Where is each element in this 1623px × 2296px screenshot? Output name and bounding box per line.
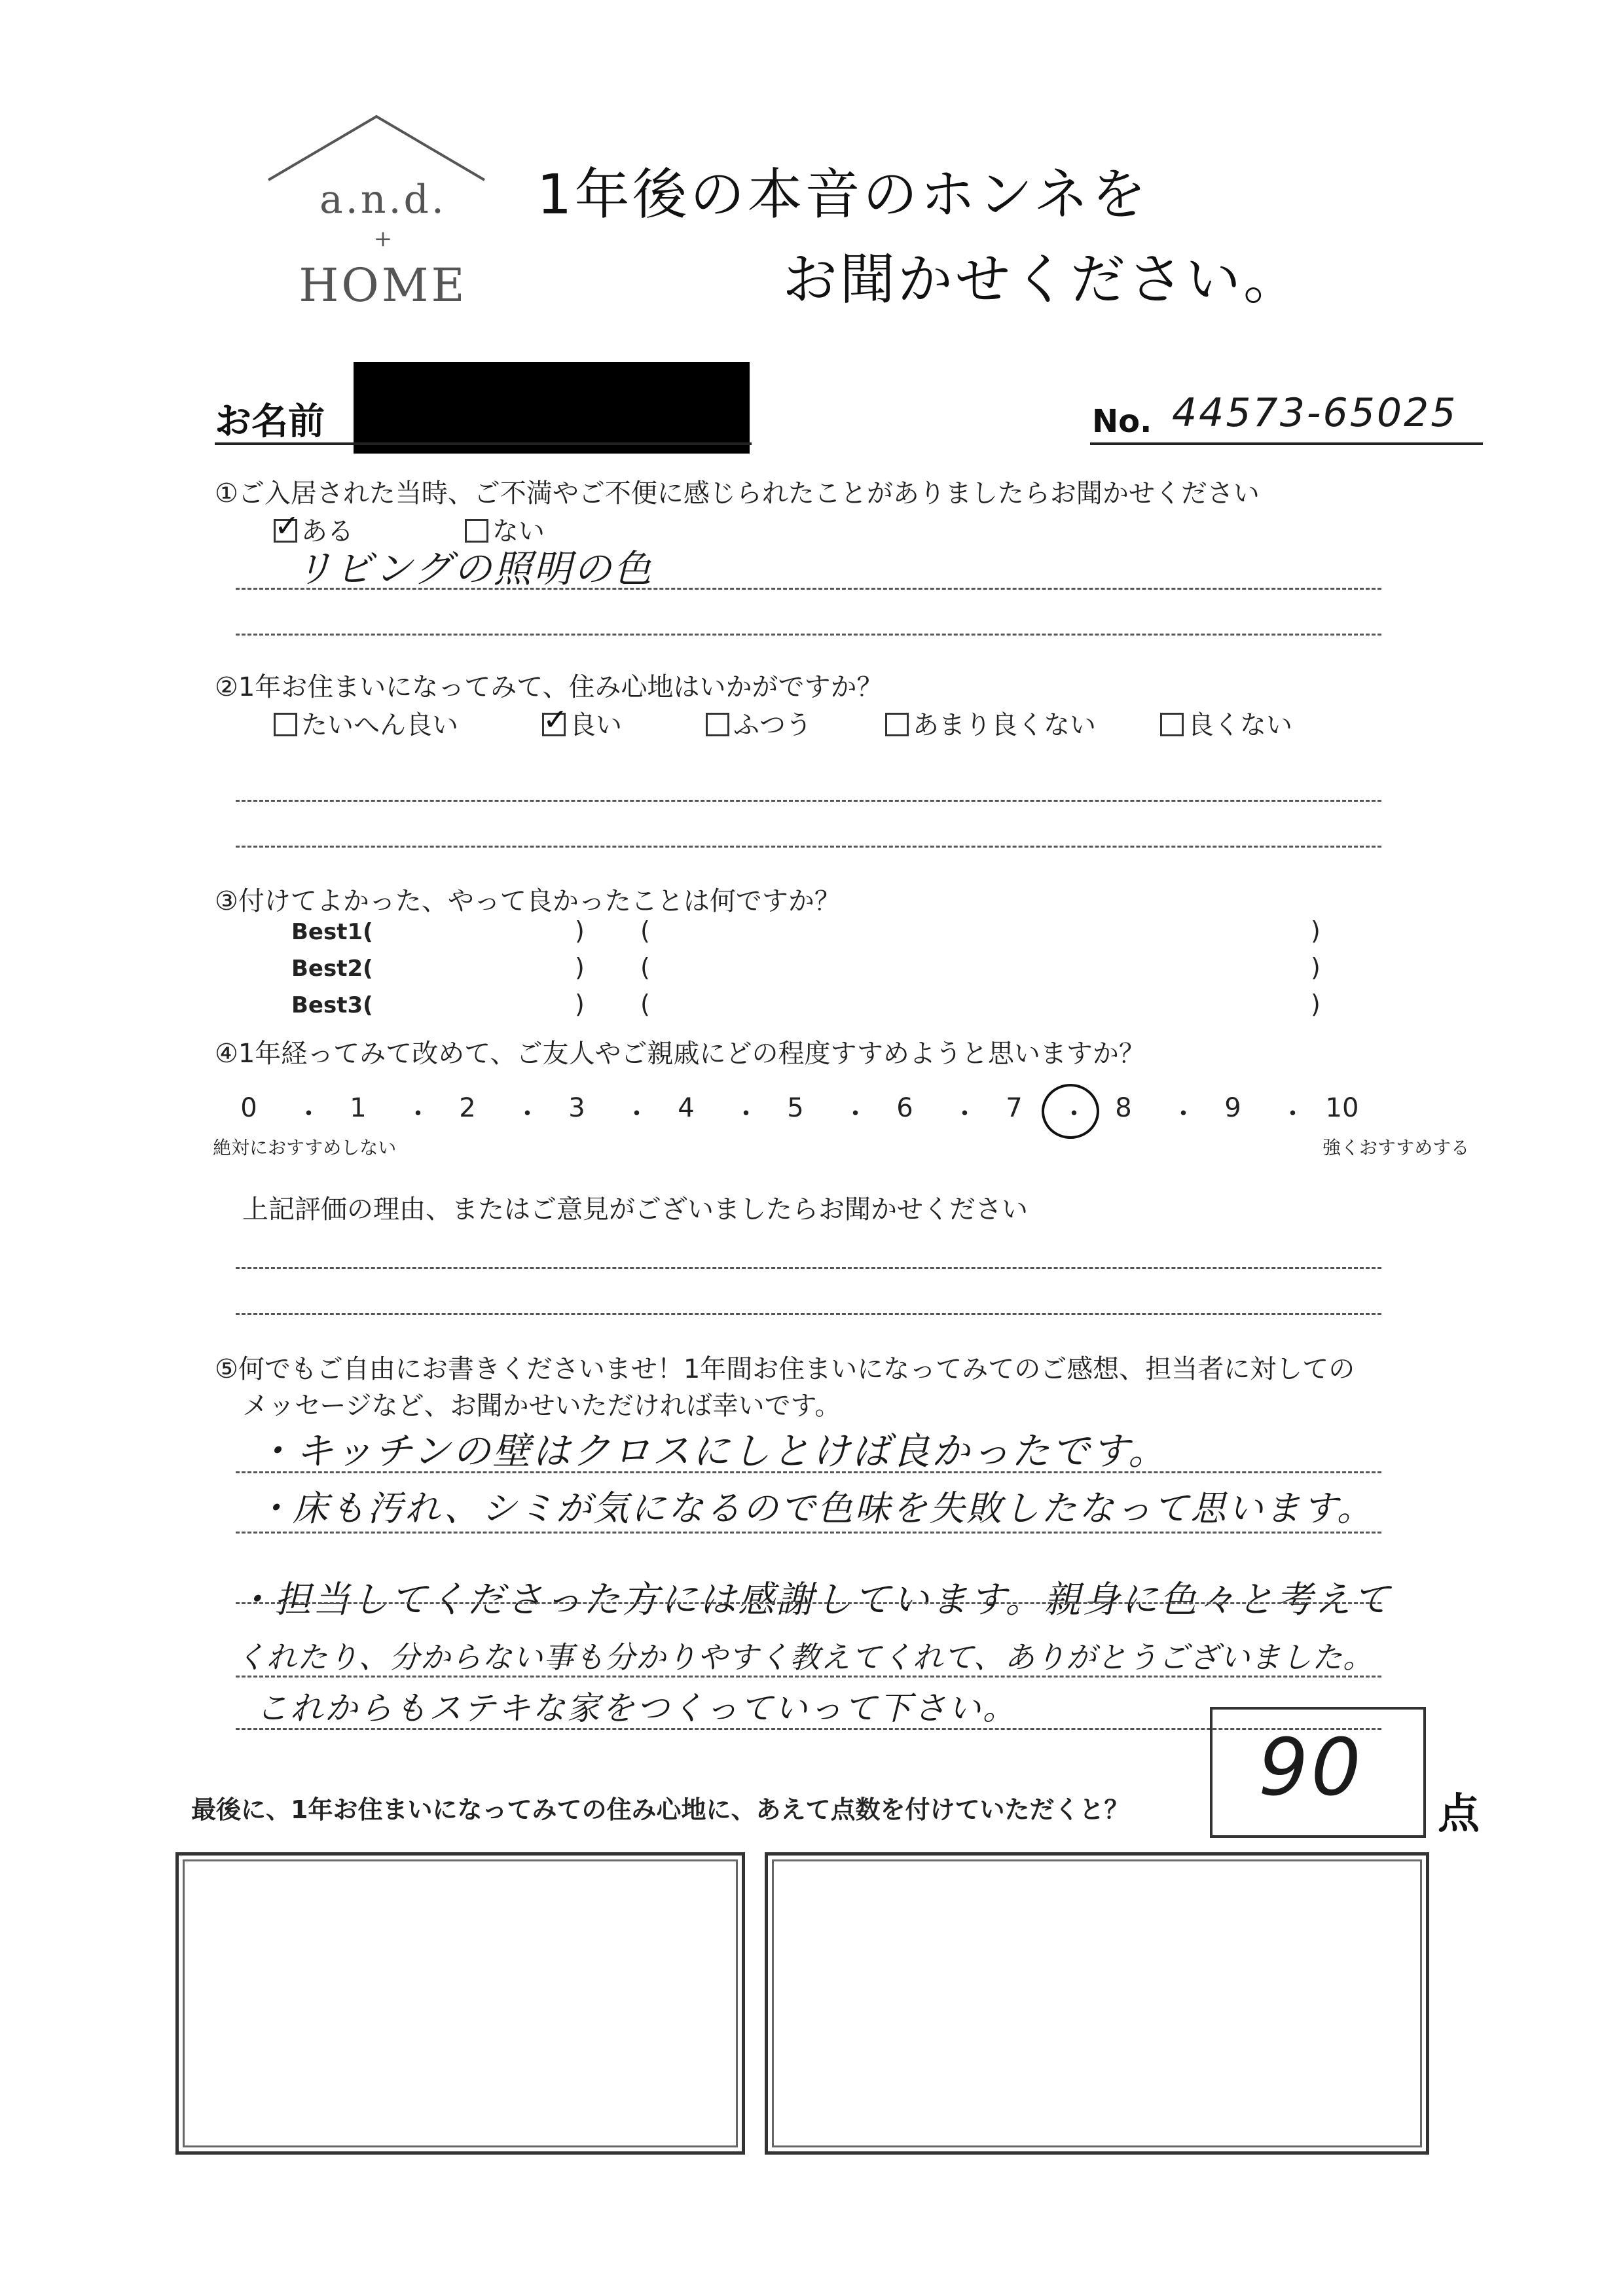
q1-option-yes-label: ある (301, 516, 354, 547)
scale-separator-dot: ・ (405, 1099, 431, 1129)
logo-text-home: HOME (299, 259, 467, 312)
scale-number[interactable]: 10 (1325, 1093, 1359, 1123)
checkbox-checked-icon[interactable] (542, 713, 566, 736)
checkbox-icon[interactable] (274, 713, 297, 736)
scale-number[interactable]: 4 (678, 1093, 695, 1123)
q2-option-not-so-good[interactable] (885, 704, 1096, 742)
q5-answer-line: これからもステキな家をつくっていって下さい。 (255, 1689, 1017, 1727)
q2-option-good[interactable] (542, 704, 622, 742)
scale-number[interactable]: 2 (459, 1093, 476, 1123)
q1-option-no-label: ない (492, 516, 545, 547)
q3-best3-label: Best3( (291, 992, 373, 1018)
logo-roof-icon (262, 111, 491, 183)
logo-plus: + (373, 226, 393, 252)
scale-number[interactable]: 6 (896, 1093, 913, 1123)
q3-best1-label: Best1( (291, 919, 373, 945)
q2-line-2 (236, 846, 1381, 848)
no-value: 44573-65025 (1172, 390, 1458, 436)
q1-question: ①ご入居された当時、ご不満やご不便に感じられたことがありましたらお聞かせください (215, 478, 1260, 509)
q5-answer-line: ・床も汚れ、シミが気になるので色味を失敗したなって思います。 (255, 1488, 1374, 1529)
score-prompt: 最後に、1年お住まいになってみての住み心地に、あえて点数を付けていただくと？ (191, 1795, 1129, 1824)
score-value: 90 (1258, 1723, 1364, 1814)
scale-number[interactable]: 9 (1224, 1093, 1241, 1123)
q5-line (236, 1532, 1381, 1534)
q2-option-bad[interactable] (1160, 704, 1292, 742)
q3-paren: ) (575, 990, 585, 1018)
photo-frame-left (175, 1852, 745, 2155)
scale-separator-dot: ・ (514, 1099, 541, 1129)
q3-paren: ) (575, 916, 585, 945)
checkbox-icon[interactable] (706, 713, 729, 736)
scale-separator-dot: ・ (1061, 1099, 1087, 1129)
scale-separator-dot: ・ (951, 1099, 978, 1129)
scale-separator-dot: ・ (1170, 1099, 1197, 1129)
q3-paren: ) (1311, 916, 1321, 945)
q4-line-1 (236, 1267, 1381, 1269)
q5-answer-line: ・キッチンの壁はクロスにしとけば良かったです。 (255, 1429, 1169, 1473)
scale-separator-dot: ・ (295, 1099, 322, 1129)
q5-answer-line: くれたり、分からない事も分かりやすく教えてくれて、ありがとうございました。 (236, 1640, 1374, 1675)
checkbox-icon[interactable] (1160, 713, 1184, 736)
page-title-line1: 1年後の本音のホンネを (537, 162, 1149, 226)
q2-option-label: 良い (570, 710, 622, 740)
q2-option-normal[interactable] (706, 704, 812, 742)
q4-scale[interactable] (229, 1093, 1408, 1132)
q2-option-label: ふつう (733, 710, 812, 740)
scale-number[interactable]: 7 (1006, 1093, 1023, 1123)
score-unit: 点 (1438, 1790, 1480, 1839)
q4-line-2 (236, 1313, 1381, 1315)
scale-separator-dot: ・ (623, 1099, 650, 1129)
q3-paren: ) (575, 953, 585, 982)
scale-number[interactable]: 8 (1115, 1093, 1132, 1123)
q4-low-label: 絶対におすすめしない (213, 1137, 397, 1158)
q2-option-label: 良くない (1188, 710, 1292, 740)
scale-number[interactable]: 3 (568, 1093, 585, 1123)
q3-question: ③付けてよかった、やって良かったことは何ですか？ (215, 886, 841, 916)
no-label: No. (1092, 403, 1152, 440)
q3-paren: ( (640, 990, 650, 1018)
q3-paren: ( (640, 953, 650, 982)
q3-paren: ( (640, 916, 650, 945)
q4-high-label: 強くおすすめする (1322, 1137, 1470, 1158)
no-underline (1090, 442, 1483, 445)
checkbox-checked-icon[interactable] (274, 519, 297, 543)
scale-number[interactable]: 5 (787, 1093, 804, 1123)
q4-question: ④1年経ってみて改めて、ご友人やご親戚にどの程度すすめようと思いますか？ (215, 1039, 1145, 1069)
q5-question-line1: ⑤何でもご自由にお書きくださいませ！1年間お住まいになってみてのご感想、担当者に対しての (215, 1354, 1355, 1384)
scale-number[interactable]: 0 (240, 1093, 257, 1123)
q2-question: ②1年お住まいになってみて、住み心地はいかがですか？ (215, 672, 883, 702)
name-underline (215, 442, 752, 445)
checkbox-icon[interactable] (885, 713, 909, 736)
q5-line (236, 1471, 1381, 1473)
scale-separator-dot: ・ (1279, 1099, 1306, 1129)
q1-answer: リビングの照明の色 (295, 547, 653, 591)
q2-line-1 (236, 800, 1381, 802)
q5-line (236, 1676, 1381, 1677)
scale-number[interactable]: 1 (350, 1093, 367, 1123)
name-redaction (354, 362, 750, 454)
q1-line-2 (236, 634, 1381, 636)
q3-best2-label: Best2( (291, 956, 373, 982)
q1-line-1 (236, 588, 1381, 590)
q3-paren: ) (1311, 953, 1321, 982)
name-label: お名前 (215, 401, 325, 443)
logo-text-and: a.n.d. (319, 177, 447, 223)
photo-frame-right (765, 1852, 1429, 2155)
q5-question-line2: メッセージなど、お聞かせいただければ幸いです。 (242, 1391, 841, 1421)
scale-separator-dot: ・ (733, 1099, 759, 1129)
scale-selection-circle (1042, 1084, 1099, 1139)
q4-reason-prompt: 上記評価の理由、またはご意見がございましたらお聞かせください (242, 1194, 1028, 1225)
q2-option-label: あまり良くない (913, 710, 1096, 740)
q5-answer-line: ・担当してくださった方には感謝しています。親身に色々と考えて (236, 1579, 1392, 1621)
scale-separator-dot: ・ (842, 1099, 869, 1129)
page-title-line2: お聞かせください。 (782, 247, 1302, 312)
q3-paren: ) (1311, 990, 1321, 1018)
q2-option-label: たいへん良い (301, 710, 458, 740)
q2-option-very-good[interactable] (274, 704, 458, 742)
q5-line (236, 1602, 1381, 1604)
score-box[interactable] (1210, 1707, 1426, 1838)
